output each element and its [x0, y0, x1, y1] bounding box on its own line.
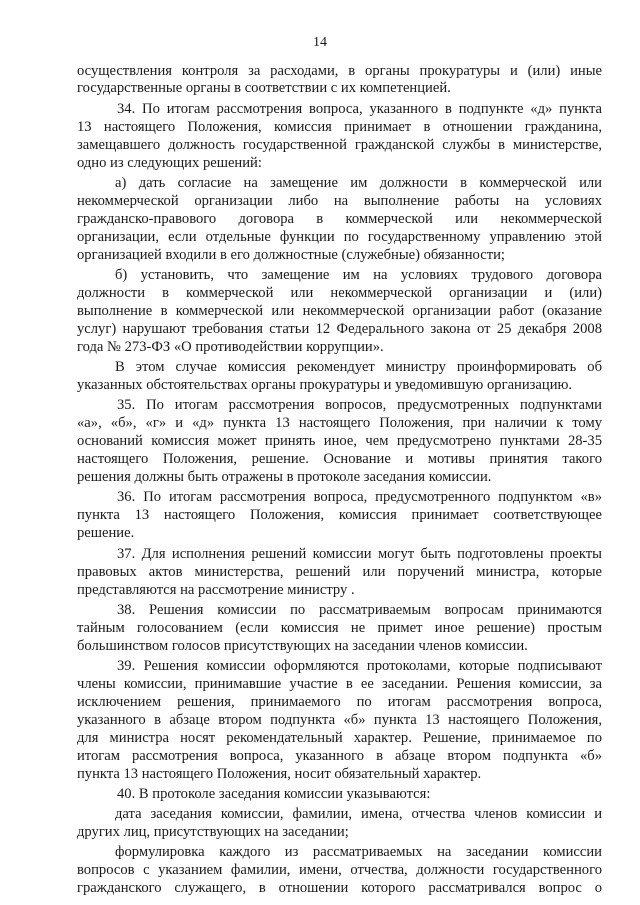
text-line: гражданско-правового договора в коммерческой или некоммерческой	[77, 211, 602, 227]
text-line: правовых актов министерства, решений или поручений министра, которые	[77, 564, 602, 580]
text-line: а) дать согласие на замещение им должности в коммерческой или	[115, 175, 602, 191]
text-line: услуг) нарушают требования статьи 12 Федерального закона от 25 декабря 2008	[77, 321, 602, 337]
text-line: 13 настоящего Положения, комиссия принимает в отношении гражданина,	[77, 119, 602, 135]
text-line: решения должны быть отражены в протоколе заседания комиссии.	[77, 469, 492, 485]
text-line: гражданского служащего, в отношении которого рассматривался вопрос о	[77, 880, 602, 896]
text-line: 35. По итогам рассмотрения вопросов, предусмотренных подпунктами	[117, 397, 602, 413]
text-line: тайным голосованием (если комиссия не примет иное решение) простым	[77, 620, 602, 636]
text-line: итогам рассмотрения вопроса, указанного в абзаце втором подпункта «б»	[77, 748, 602, 764]
text-line: формулировка каждого из рассматриваемых на заседании комиссии	[115, 844, 602, 860]
text-line: осуществления контроля за расходами, в органы прокуратуры и (или) иные	[77, 63, 602, 79]
text-line: для министра носят рекомендательный характер. Решение, принимаемое по	[77, 730, 602, 746]
text-line: представляются на рассмотрение министру .	[77, 582, 355, 598]
text-line: организацией входили в его должностные (служебные) обязанности;	[77, 247, 505, 263]
text-line: решение.	[77, 525, 135, 541]
text-line: исключением решения, принимаемого по итогам рассмотрения вопроса,	[77, 694, 602, 710]
text-line: указанного в абзаце втором подпункта «б» пункта 13 настоящего Положения,	[77, 712, 602, 728]
text-line: одно из следующих решений:	[77, 155, 262, 171]
text-line: организации, если отдельные функции по государственному управлению этой	[77, 229, 602, 245]
text-line: вопросов с указанием фамилии, имени, отчества, должности государственного	[77, 862, 602, 878]
text-line: должности в коммерческой или некоммерческой организации и (или)	[77, 285, 602, 301]
text-line: некоммерческой организации либо на выполнение работы на условиях	[77, 193, 602, 209]
text-line: 37. Для исполнения решений комиссии могут быть подготовлены проекты	[117, 546, 602, 562]
text-line: настоящего Положения, решение. Основание и мотивы принятия такого	[77, 451, 602, 467]
text-line: оснований комиссия может принять иное, чем предусмотрено пунктами 28-35	[77, 433, 602, 449]
text-line: 34. По итогам рассмотрения вопроса, указанного в подпункте «д» пункта	[117, 101, 602, 117]
text-line: указанных обстоятельствах органы прокуратуры и уведомившую организацию.	[77, 377, 573, 393]
text-line: других лиц, присутствующих на заседании;	[77, 824, 349, 840]
text-line: б) установить, что замещение им на условиях трудового договора	[115, 267, 602, 283]
text-line: большинством голосов присутствующих на заседании членов комиссии.	[77, 638, 528, 654]
text-line: 40. В протоколе заседания комиссии указываются:	[117, 786, 431, 802]
text-line: пункта 13 настоящего Положения, комиссия принимает соответствующее	[77, 507, 602, 523]
text-line: 39. Решения комиссии оформляются протоколами, которые подписывают	[117, 658, 602, 674]
text-line: государственные органы в соответствии с их компетенцией.	[77, 80, 451, 96]
text-line: 38. Решения комиссии по рассматриваемым вопросам принимаются	[117, 602, 602, 618]
text-line: выполнение в коммерческой или некоммерческой организации работ (оказание	[77, 303, 602, 319]
text-line: замещавшего должность государственной гражданской службы в министерстве,	[77, 137, 602, 153]
text-line: дата заседания комиссии, фамилии, имена, отчества членов комиссии и	[115, 806, 602, 822]
text-line: «а», «б», «г» и «д» пункта 13 настоящего Положения, при наличии к тому	[77, 415, 602, 431]
text-line: года № 273-ФЗ «О противодействии коррупции».	[77, 339, 384, 355]
text-line: пункта 13 настоящего Положения, носит обязательный характер.	[77, 766, 482, 782]
text-line: 36. По итогам рассмотрения вопроса, предусмотренного подпунктом «в»	[117, 489, 602, 505]
text-line: члены комиссии, принимавшие участие в ее заседании. Решения комиссии, за	[77, 676, 602, 692]
text-line: В этом случае комиссия рекомендует министру проинформировать об	[115, 359, 602, 375]
page-number: 14	[313, 35, 327, 50]
